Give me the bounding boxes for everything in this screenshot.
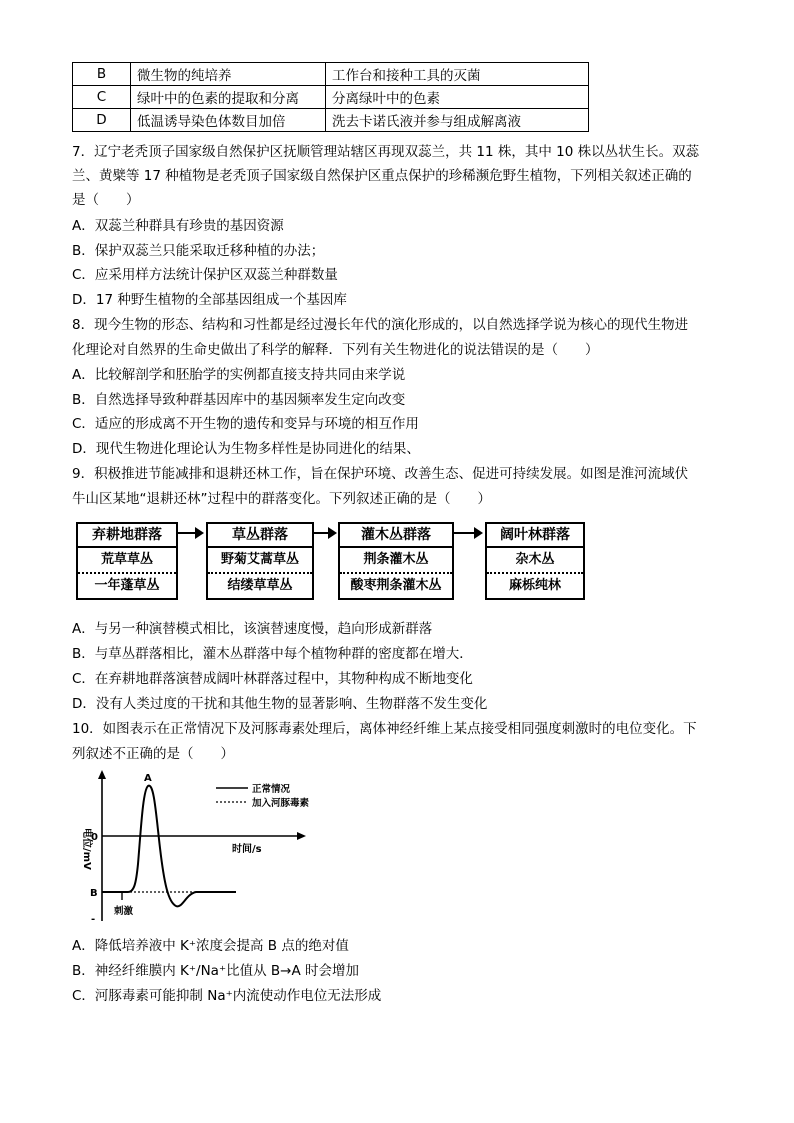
q10-option-c: C．河豚毒素可能抑制 Na⁺内流使动作电位无法形成: [72, 988, 382, 1004]
q7-option-c: C．应采用样方法统计保护区双蕊兰种群数量: [72, 267, 338, 283]
table-cell: 洗去卡诺氏液并参与组成解离液: [326, 109, 589, 132]
q8-option-b: B．自然选择导致种群基因库中的基因频率发生定向改变: [72, 392, 406, 408]
table-row: [73, 109, 589, 132]
q10-stem-line-2: 列叙述不正确的是（ ）: [72, 746, 234, 762]
q7-option-d: D．17 种野生植物的全部基因组成一个基因库: [72, 292, 347, 308]
point-label-b: B: [90, 888, 98, 899]
q10-stem-line-1: 10．如图表示在正常情况下及河豚毒素处理后，离体神经纤维上某点接受相同强度刺激时的电位变化。下: [72, 721, 697, 737]
flow-box-title: 弃耕地群落: [78, 524, 176, 548]
table-row: [73, 63, 589, 86]
flow-box-title: 草丛群落: [208, 524, 312, 548]
q7-option-b: B．保护双蕊兰只能采取迁移种植的办法；: [72, 243, 325, 259]
q8-option-d: D．现代生物进化理论认为生物多样性是协同进化的结果、: [72, 441, 420, 457]
q9-stem-line-2: 牛山区某地“退耕还林”过程中的群落变化。下列叙述正确的是（ ）: [72, 491, 491, 507]
flow-box-broadleaf-forest: [485, 522, 585, 600]
q8-option-c: C．适应的形成离不开生物的遗传和变异与环境的相互作用: [72, 416, 419, 432]
y-axis-label: 电位/mV: [81, 828, 92, 870]
q9-option-d: D．没有人类过度的干扰和其他生物的显著影响、生物群落不发生变化: [72, 696, 488, 712]
zero-label: 0: [91, 832, 98, 843]
options-table: [72, 62, 589, 132]
flow-arrow-icon: [178, 532, 202, 534]
table-cell: 分离绿叶中的色素: [326, 86, 589, 109]
q8-option-a: A．比较解剖学和胚胎学的实例都直接支持共同由来学说: [72, 367, 406, 383]
table-cell: 微生物的纯培养: [131, 63, 326, 86]
q7-stem-line-1: 7．辽宁老秃顶子国家级自然保护区抚顺管理站辖区再现双蕊兰，共 11 株，其中 10 株以丛状生长。双蕊: [72, 144, 700, 160]
flow-box-grassland: [206, 522, 314, 600]
flow-box-stage: 荆条灌木丛: [340, 548, 452, 574]
flow-box-shrubland: [338, 522, 454, 600]
q8-stem-line-2: 化理论对自然界的生命史做出了科学的解释．下列有关生物进化的说法错误的是（ ）: [72, 342, 599, 358]
flow-box-stage: 麻栎纯林: [508, 578, 561, 593]
normal-curve: [102, 786, 236, 907]
q9-option-b: B．与草丛群落相比，灌木丛群落中每个植物种群的密度都在增大．: [72, 646, 473, 662]
flow-arrow-icon: [454, 532, 481, 534]
table-cell: C: [73, 86, 131, 109]
table-row: [73, 86, 589, 109]
flow-box-stage: 酸枣荆条灌木丛: [350, 578, 442, 593]
flow-arrow-icon: [314, 532, 335, 534]
q7-stem-line-2: 兰、黄檗等 17 种植物是老秃顶子国家级自然保护区重点保护的珍稀濒危野生植物，下列相关叙述正确的: [72, 168, 692, 184]
q10-option-a: A．降低培养液中 K⁺浓度会提高 B 点的绝对值: [72, 938, 349, 954]
x-axis-arrow-icon: [297, 832, 306, 840]
table-cell: D: [73, 109, 131, 132]
y-axis-arrow-icon: [98, 770, 106, 779]
membrane-potential-graph: [70, 766, 350, 931]
succession-flow-diagram: [76, 522, 586, 602]
peak-label-a: A: [144, 773, 152, 784]
flow-box-title: 阔叶林群落: [487, 524, 583, 548]
q7-option-a: A．双蕊兰种群具有珍贵的基因资源: [72, 218, 284, 234]
q9-option-c: C．在弃耕地群落演替成阔叶林群落过程中，其物种构成不断地变化: [72, 671, 473, 687]
table-cell: B: [73, 63, 131, 86]
stimulus-label: 刺激: [114, 906, 134, 917]
table-cell: 低温诱导染色体数目加倍: [131, 109, 326, 132]
table-cell: 绿叶中的色素的提取和分离: [131, 86, 326, 109]
flow-box-stage: 一年蓬草丛: [94, 578, 160, 593]
q10-option-b: B．神经纤维膜内 K⁺/Na⁺比值从 B→A 时会增加: [72, 963, 359, 979]
q9-stem-line-1: 9．积极推进节能减排和退耕还林工作，旨在保护环境、改善生态、促进可持续发展。如图是淮河流域伏: [72, 466, 689, 482]
flow-box-stage: 结缕草草丛: [227, 578, 293, 593]
flow-box-stage: 野菊艾蒿草丛: [208, 548, 312, 574]
x-axis-label: 时间/s: [232, 844, 262, 855]
q7-stem-line-3: 是（ ）: [72, 192, 140, 208]
flow-box-abandoned-farmland: [76, 522, 178, 600]
legend-normal-label: 正常情况: [252, 784, 291, 795]
flow-box-stage: 杂木丛: [487, 548, 583, 574]
table-cell: 工作台和接种工具的灭菌: [326, 63, 589, 86]
q8-stem-line-1: 8．现今生物的形态、结构和习性都是经过漫长年代的演化形成的，以自然选择学说为核心的现代生物进: [72, 317, 689, 333]
legend-toxin-label: 加入河豚毒素: [252, 798, 310, 809]
flow-box-stage: 荒草草丛: [78, 548, 176, 574]
q9-option-a: A．与另一种演替模式相比，该演替速度慢，趋向形成新群落: [72, 621, 433, 637]
flow-box-title: 灌木丛群落: [340, 524, 452, 548]
minus-label: -: [91, 914, 96, 925]
